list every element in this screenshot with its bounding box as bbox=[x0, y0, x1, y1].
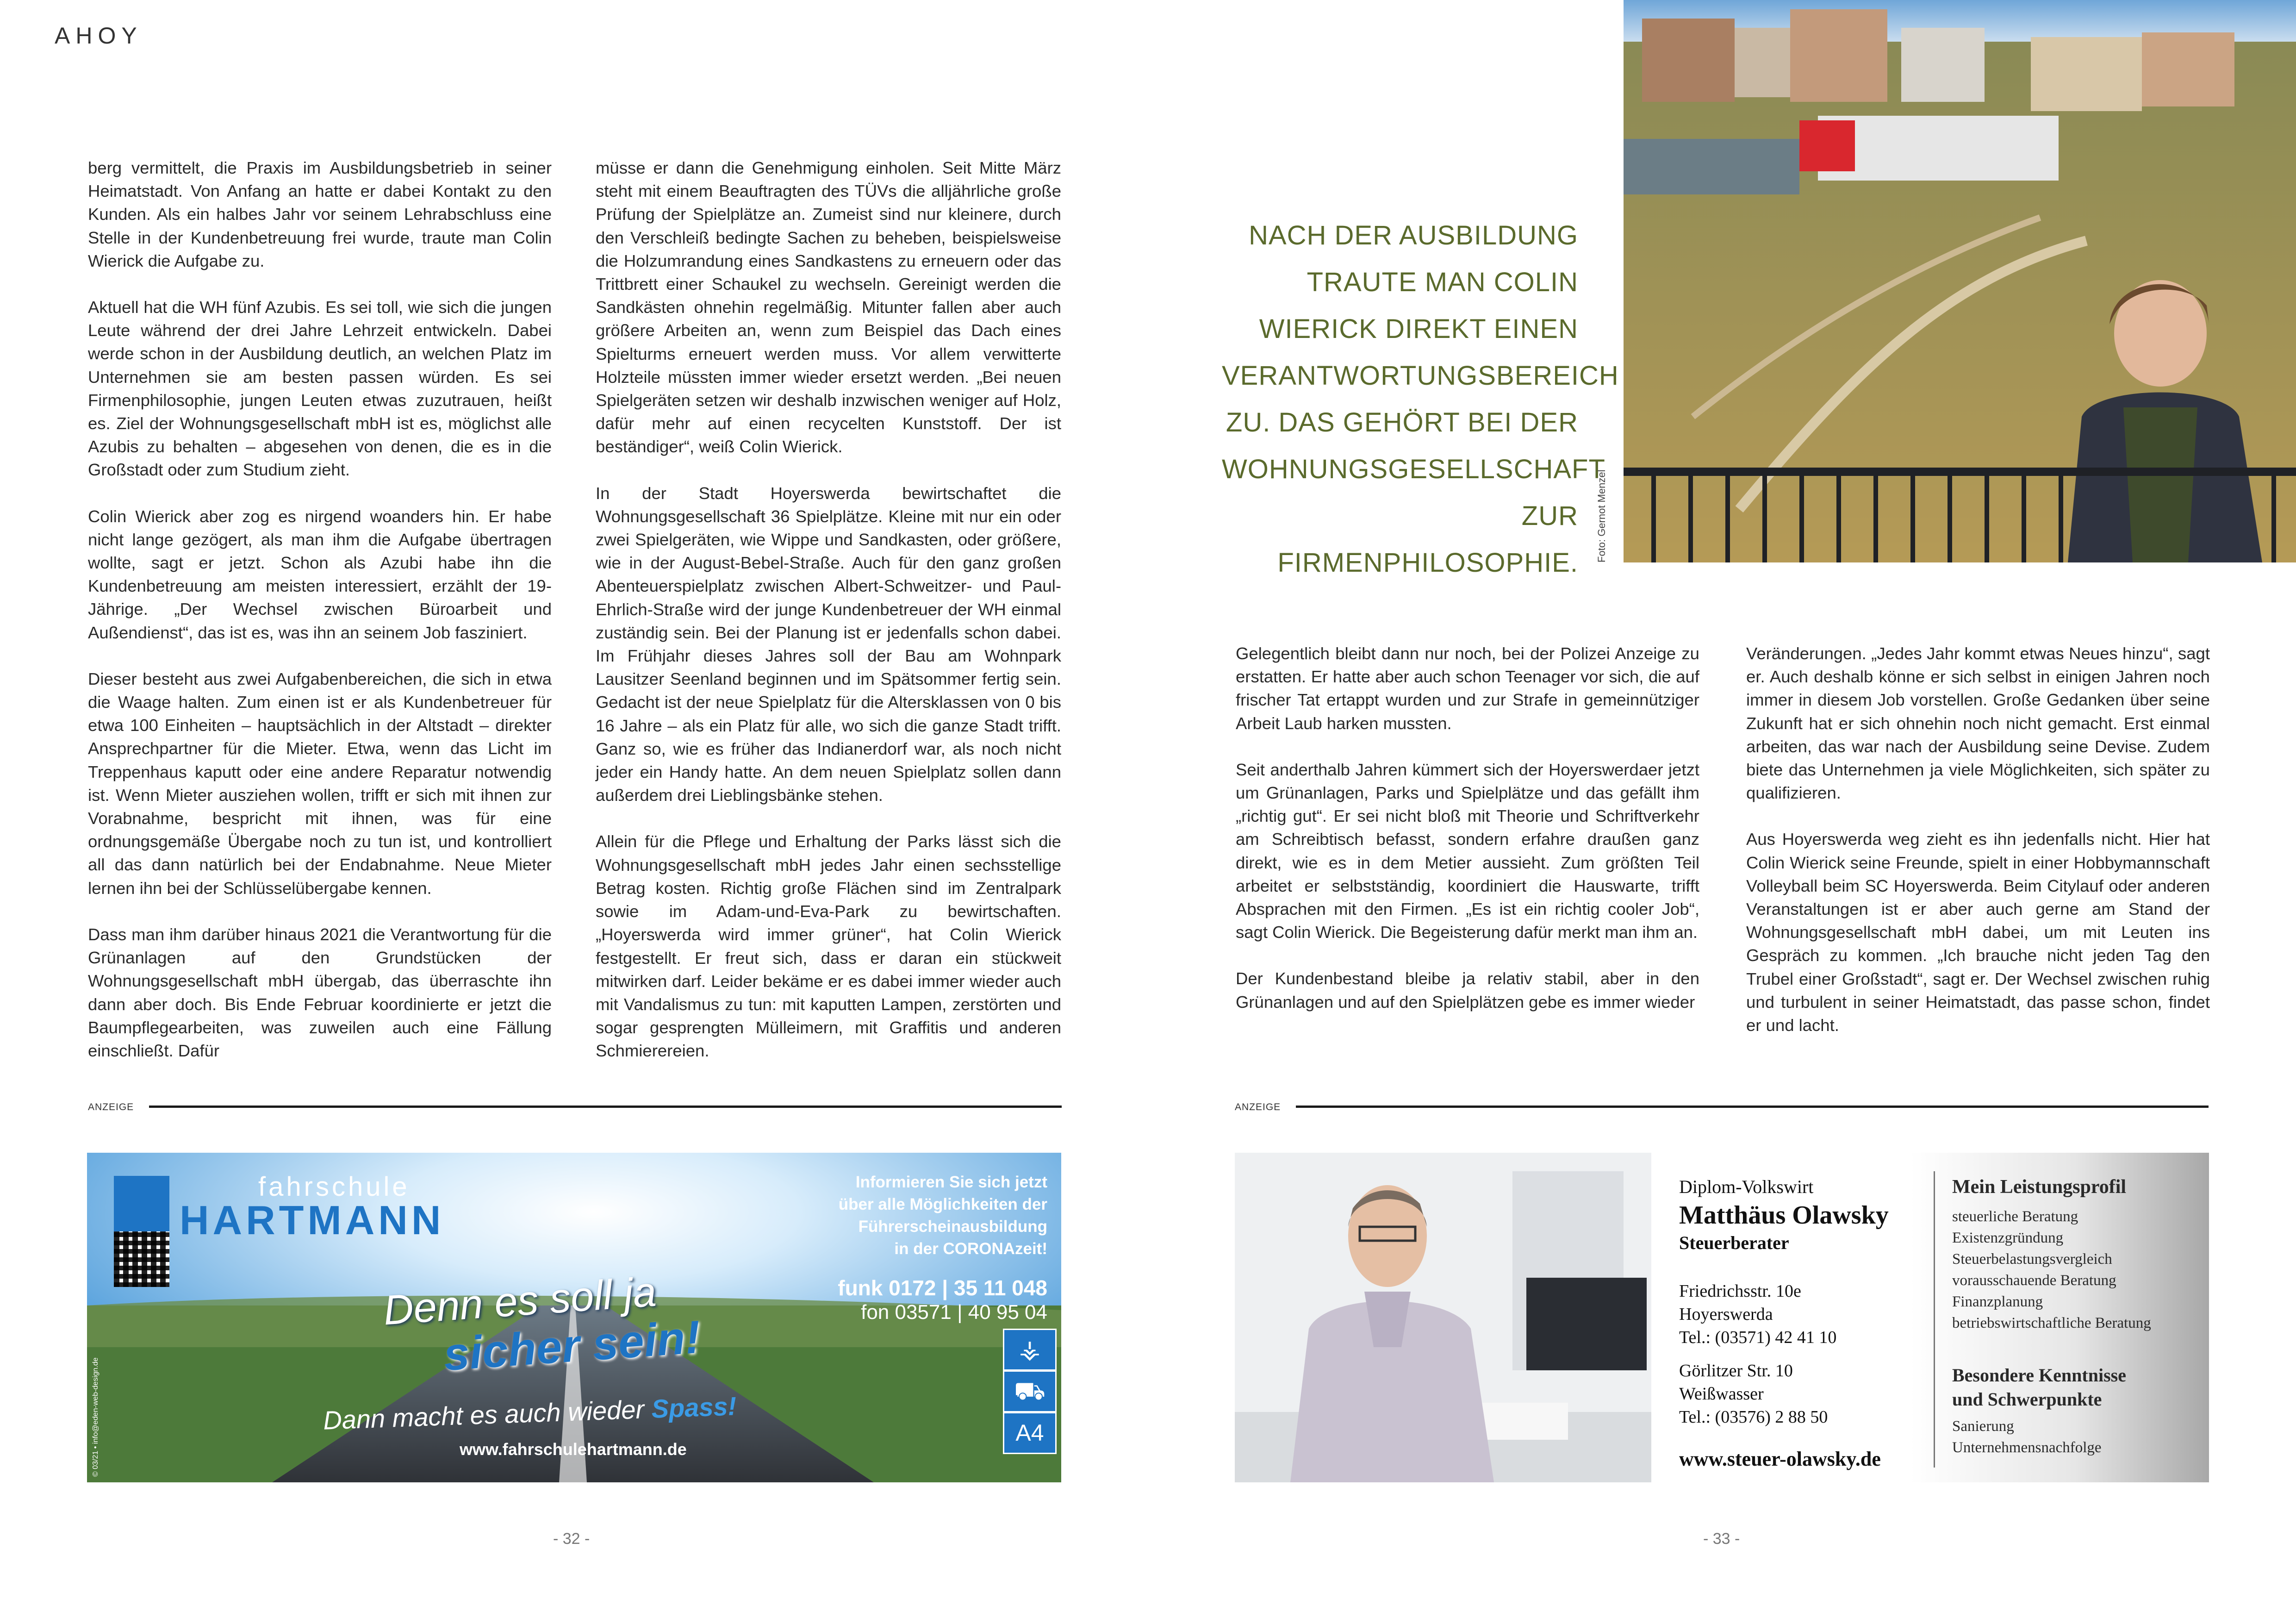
profile-title: Mein Leistungsprofil bbox=[1952, 1176, 2127, 1198]
brand-small: fahrschule bbox=[258, 1172, 410, 1202]
article-column-1 bbox=[88, 156, 552, 1062]
address-block-1 bbox=[1679, 1280, 1897, 1349]
profile-panel bbox=[1910, 1153, 2209, 1482]
moped-icon bbox=[1003, 1412, 1057, 1454]
fahrschule-url[interactable]: www.fahrschulehartmann.de bbox=[460, 1440, 687, 1459]
profile-item: vorausschauende Beratung bbox=[1952, 1272, 2116, 1289]
phone-weisswasser[interactable]: Tel.: (03576) 2 88 50 bbox=[1679, 1407, 1828, 1427]
page-number-right: - 33 - bbox=[1703, 1530, 1740, 1548]
paragraph: Veränderungen. „Jedes Jahr kommt etwas Neues hinzu“, sagt er. Auch deshalb könne er sich selbst in einigen Jahren noch immer in diesem Job vorstellen. Große Gedanken über seine Zukunft hat er sich ohnehin noch nicht gemacht. Erst einmal arbeiten, das war nach der Ausbildung seine Devise. Zudem biete das Unternehmen ja viele Möglichkeiten, sich später zu qualifizieren. bbox=[1746, 644, 2210, 803]
pull-quote-line: TRAUTE MAN COLIN bbox=[1307, 267, 1578, 297]
anzeige-rule-left bbox=[149, 1106, 1062, 1108]
article-column-2 bbox=[596, 156, 1061, 1063]
article-column-4 bbox=[1746, 642, 2210, 1037]
page-number-left: - 32 - bbox=[553, 1530, 590, 1548]
side-note: © 03/21 • info@eden-web-design.de bbox=[92, 1357, 100, 1477]
brand-big: HARTMANN bbox=[180, 1197, 445, 1243]
slogan-line-1: Denn es soll ja bbox=[382, 1268, 658, 1334]
pull-quote-line: ZU. DAS GEHÖRT BEI DER bbox=[1226, 407, 1578, 437]
paragraph: Aus Hoyerswerda weg zieht es ihn jedenfalls nicht. Hier hat Colin Wierick seine Freunde, spielt in einer Hobbymannschaft Volleyball beim SC Hoyerswerda. Beim Citylauf oder anderen Veranstaltungen ist er aber auch gerne am Stand der Wohnungsgesellschaft mbH dabei, um mit Leuten ins Gespräch zu kommen. „Ich brauche nicht jeden Tag den Trubel einer Großstadt“, sagt er. Der Wechsel zwischen ruhig und turbulent in seiner Heimatstadt, das passe schon, findet er und lacht. bbox=[1746, 830, 2210, 1035]
profile-item: betriebswirtschaftliche Beratung bbox=[1952, 1315, 2151, 1331]
info-text bbox=[839, 1171, 1047, 1260]
profile-divider bbox=[1934, 1171, 1935, 1468]
pull-quote-line: VERANTWORTUNGSBEREICH bbox=[1222, 361, 1619, 391]
knowledge-item: Unternehmensnachfolge bbox=[1952, 1439, 2102, 1456]
slogan-line-2: sicher sein! bbox=[442, 1311, 703, 1381]
fahrschule-ad[interactable] bbox=[87, 1153, 1061, 1482]
paragraph: Aktuell hat die WH fünf Azubis. Es sei toll, wie sich die jungen Leute während der drei Jahre Lehrzeit entwickeln. Dabei werde schon in der Ausbildung deutlich, an welchen Platz im Unternehmen sie am besten passen würden. Es sei Firmenphilosophie, jungen Leuten etwas zuzutrauen, heißt es. Ziel der Wohnungsgesellschaft mbH ist es, möglichst alle Azubis zu behalten – abgesehen von denen, die es in die Großstadt oder zum Studium zieht. bbox=[88, 298, 552, 480]
info-line: über alle Möglichkeiten der bbox=[838, 1195, 1047, 1213]
address-line: Friedrichsstr. 10e bbox=[1679, 1281, 1801, 1301]
paragraph: müsse er dann die Genehmigung einholen. Seit Mitte März steht mit einem Beauftragten des TÜVs die alljährliche große Prüfung der Spielplätze an. Zumeist sind nur kleinere, durch den Verschleiß bedingte Sachen zu beheben, beispielsweise die Holzumrandung eines Sandkastens zu erneuern oder das Trittbrett einer Schaukel zu wechseln. Gereinigt werden die Sandkästen ohnehin regelmäßig. Mitunter fallen aber auch größere Arbeiten an, wenn zum Beispiel das Dach eines Spielturms erneuert werden muss. Vor allem verwitterte Holzteile müssten immer wieder ersetzt werden. „Bei neuen Spielgeräten setzen wir deshalb inzwischen weniger auf Holz, dafür mehr auf einen recycelten Kunststoff. Der ist beständiger“, weiß Colin Wierick. bbox=[596, 158, 1061, 456]
paragraph: Allein für die Pflege und Erhaltung der Parks lässt sich die Wohnungsgesellschaft mbH jedes Jahr einen sechsstellige Betrag kosten. Richtig große Flächen sind im Zentralpark sowie im Adam-und-Eva-Park zu bewirtschaften. „Hoyerswerda wird immer grüner“, hat Colin Wierick festgestellt. Er freut sich, dass er daran ein stückweit mitwirken darf. Leider bekäme er es dabei immer wieder auch mit Vandalismus zu tun: mit kaputten Lampen, zerstörten und sogar gesprengten Mülleimern, mit Graffitis und anderen Schmierereien. bbox=[596, 832, 1061, 1061]
pull-quote-line: WIERICK DIREKT EINEN bbox=[1259, 314, 1578, 344]
profile-item: steuerliche Beratung bbox=[1952, 1208, 2078, 1225]
paragraph: Dieser besteht aus zwei Aufgabenbereichen, die sich in etwa die Waage halten. Zum einen ist er als Kundenbetreuer für etwa 100 Einheiten – hauptsächlich in der Altstadt – direkter Ansprechpartner für die Mieter. Etwa, wenn das Licht im Treppenhaus kaputt oder eine andere Reparatur notwendig ist. Wenn Mieter ausziehen wollen, trifft er sich mit ihnen zur Vorabnahme, bespricht mit ihnen, was für eine ordnungsgemäße Übergabe noch zu tun ist, und kontrolliert all das dann natürlich bei der Endabnahme. Neue Mieter lernen ihn bei der Schlüsselübergabe kennen. bbox=[88, 669, 552, 898]
address-block-2 bbox=[1679, 1359, 1897, 1429]
profile-item: Finanzplanung bbox=[1952, 1293, 2043, 1310]
knowledge-list bbox=[1952, 1416, 2102, 1458]
anzeige-label-right: ANZEIGE bbox=[1235, 1102, 1281, 1112]
phone-hoyerswerda[interactable]: Tel.: (03571) 42 41 10 bbox=[1679, 1328, 1837, 1347]
paragraph: Dass man ihm darüber hinaus 2021 die Verantwortung für die Grünanlagen auf den Grundstücken der Wohnungsgesellschaft mbH übergab, das überraschte ihn dann aber doch. Bis Ende Februar koordinierte er jetzt die Baumpflegearbeiten, was zuweilen auch eine Fällung einschließt. Dafür bbox=[88, 924, 552, 1060]
car-icon: ⛟ bbox=[1003, 1370, 1057, 1412]
profile-list bbox=[1952, 1206, 2151, 1334]
pull-quote-line: NACH DER AUSBILDUNG bbox=[1249, 220, 1578, 250]
knowledge-title-line: Besondere Kenntnisse bbox=[1952, 1365, 2126, 1386]
info-line: Führerscheinausbildung bbox=[858, 1218, 1047, 1236]
motorcycle-icon: ⚶ bbox=[1003, 1329, 1057, 1371]
photo-credit: Foto: Gernot Menzel bbox=[1596, 469, 1607, 562]
address-line: Hoyerswerda bbox=[1679, 1305, 1773, 1324]
advisor-photo bbox=[1235, 1153, 1651, 1482]
address-line: Weißwasser bbox=[1679, 1384, 1764, 1404]
info-line: in der CORONAzeit! bbox=[894, 1240, 1047, 1258]
advisor-role: Steuerberater bbox=[1679, 1232, 1789, 1253]
funk-number[interactable]: funk 0172 | 35 11 048 bbox=[838, 1276, 1047, 1300]
steuerberater-ad[interactable] bbox=[1235, 1153, 2209, 1482]
slogan-line-3a: Dann macht es auch wieder bbox=[323, 1394, 645, 1435]
advisor-name: Matthäus Olawsky bbox=[1679, 1201, 1889, 1230]
advisor-info bbox=[1679, 1176, 1897, 1471]
anzeige-rule-right bbox=[1296, 1106, 2209, 1108]
profile-item: Existenzgründung bbox=[1952, 1230, 2064, 1246]
pull-quote-line: ZUR FIRMENPHILOSOPHIE. bbox=[1277, 501, 1578, 578]
slogan-line-3b: Spass! bbox=[651, 1391, 737, 1424]
fahrschule-logo-icon bbox=[114, 1176, 169, 1231]
paragraph: Seit anderthalb Jahren kümmert sich der Hoyerswerdaer jetzt um Grünanlagen, Parks und Spielplätze und das gefällt ihm „richtig gut“. Er sei nicht bloß mit Theorie und Schriftverkehr am Schreibtisch befasst, sondern erfahre draußen ganz direkt, wie es in dem Metier aussieht. Zum größten Teil arbeitet er selbstständig, koordiniert die Hauswarte, trifft Absprachen mit den Firmen. „Es ist ein richtig cooler Job“, sagt Colin Wierick. Die Begeisterung dafür merkt man ihm an. bbox=[1236, 760, 1699, 942]
paragraph: Gelegentlich bleibt dann nur noch, bei der Polizei Anzeige zu erstatten. Er hatte aber auch schon Teenager vor sich, die auf frischer Tat ertappt wurden und zur Strafe in gemeinnütziger Arbeit Laub harken mussten. bbox=[1236, 644, 1699, 733]
fon-number[interactable]: fon 03571 | 40 95 04 bbox=[861, 1301, 1047, 1324]
knowledge-title-line: und Schwerpunkte bbox=[1952, 1389, 2102, 1410]
info-line: Informieren Sie sich jetzt bbox=[855, 1173, 1047, 1191]
class-label: 4 bbox=[1031, 1420, 1044, 1446]
class-prefix: A bbox=[1015, 1420, 1031, 1446]
address-line: Görlitzer Str. 10 bbox=[1679, 1361, 1793, 1380]
knowledge-item: Sanierung bbox=[1952, 1418, 2014, 1435]
paragraph: Colin Wierick aber zog es nirgend woanders hin. Er habe nicht lange gezögert, als man ihm die Aufgabe übertragen wollte, sagt er jetzt. Schon als Azubi habe ihn die Kundenbetreuung am meisten interessiert, erzählt der 19-Jährige. „Der Wechsel zwischen Büroarbeit und Außendienst“, das ist es, was ihn an seinem Job fasziniert. bbox=[88, 506, 552, 642]
portrait-photo bbox=[1624, 0, 2296, 562]
anzeige-label-left: ANZEIGE bbox=[88, 1102, 134, 1112]
paragraph: In der Stadt Hoyerswerda bewirtschaftet die Wohnungsgesellschaft 36 Spielplätze. Kleine mit nur ein oder zwei Spielgeräten, wie Wippe und Sandkasten, oder größere, wie in der August-Bebel-Straße. Auch für den ganz großen Abenteuerspielplatz zwischen Albert-Schweitzer- und Paul-Ehrlich-Straße wird der junge Kundenbetreuer der WH einmal zuständig sein. Bei der Planung ist er jedenfalls schon dabei. Im Frühjahr dieses Jahres soll der Bau am Wohnpark Lausitzer Seenland beginnen und im Spätsommer fertig sein. Gedacht ist der neue Spielplatz für die Altersklassen von 0 bis 16 Jahre – als ein Platz für alle, wo sich die ganze Stadt trifft. Ganz so, wie es früher das Indianerdorf war, als noch nicht jeder ein Handy hatte. An dem neuen Spielplatz sollen dann außerdem drei Lieblingsbänke stehen. bbox=[596, 483, 1061, 805]
advisor-url[interactable]: www.steuer-olawsky.de bbox=[1679, 1448, 1881, 1470]
photo-illustration bbox=[1624, 0, 2296, 562]
qr-code-icon bbox=[114, 1231, 169, 1287]
paragraph: berg vermittelt, die Praxis im Ausbildungsbetrieb in seiner Heimatstadt. Von Anfang an hatte er dabei Kontakt zu den Kunden. Als ein halbes Jahr vor seinem Lehrabschluss eine Stelle in der Kundenbetreuung frei wurde, traute man Colin Wierick die Aufgabe zu. bbox=[88, 158, 552, 270]
knowledge-title bbox=[1952, 1363, 2126, 1412]
magazine-title: AHOY bbox=[55, 23, 143, 49]
article-column-3 bbox=[1236, 642, 1699, 1014]
profile-item: Steuerbelastungsvergleich bbox=[1952, 1251, 2112, 1268]
pull-quote-line: WOHNUNGSGESELLSCHAFT bbox=[1222, 454, 1605, 484]
advisor-title: Diplom-Volkswirt bbox=[1679, 1176, 1814, 1197]
paragraph: Der Kundenbestand bleibe ja relativ stabil, aber in den Grünanlagen und auf den Spielplätzen gebe es immer wieder bbox=[1236, 969, 1699, 1012]
